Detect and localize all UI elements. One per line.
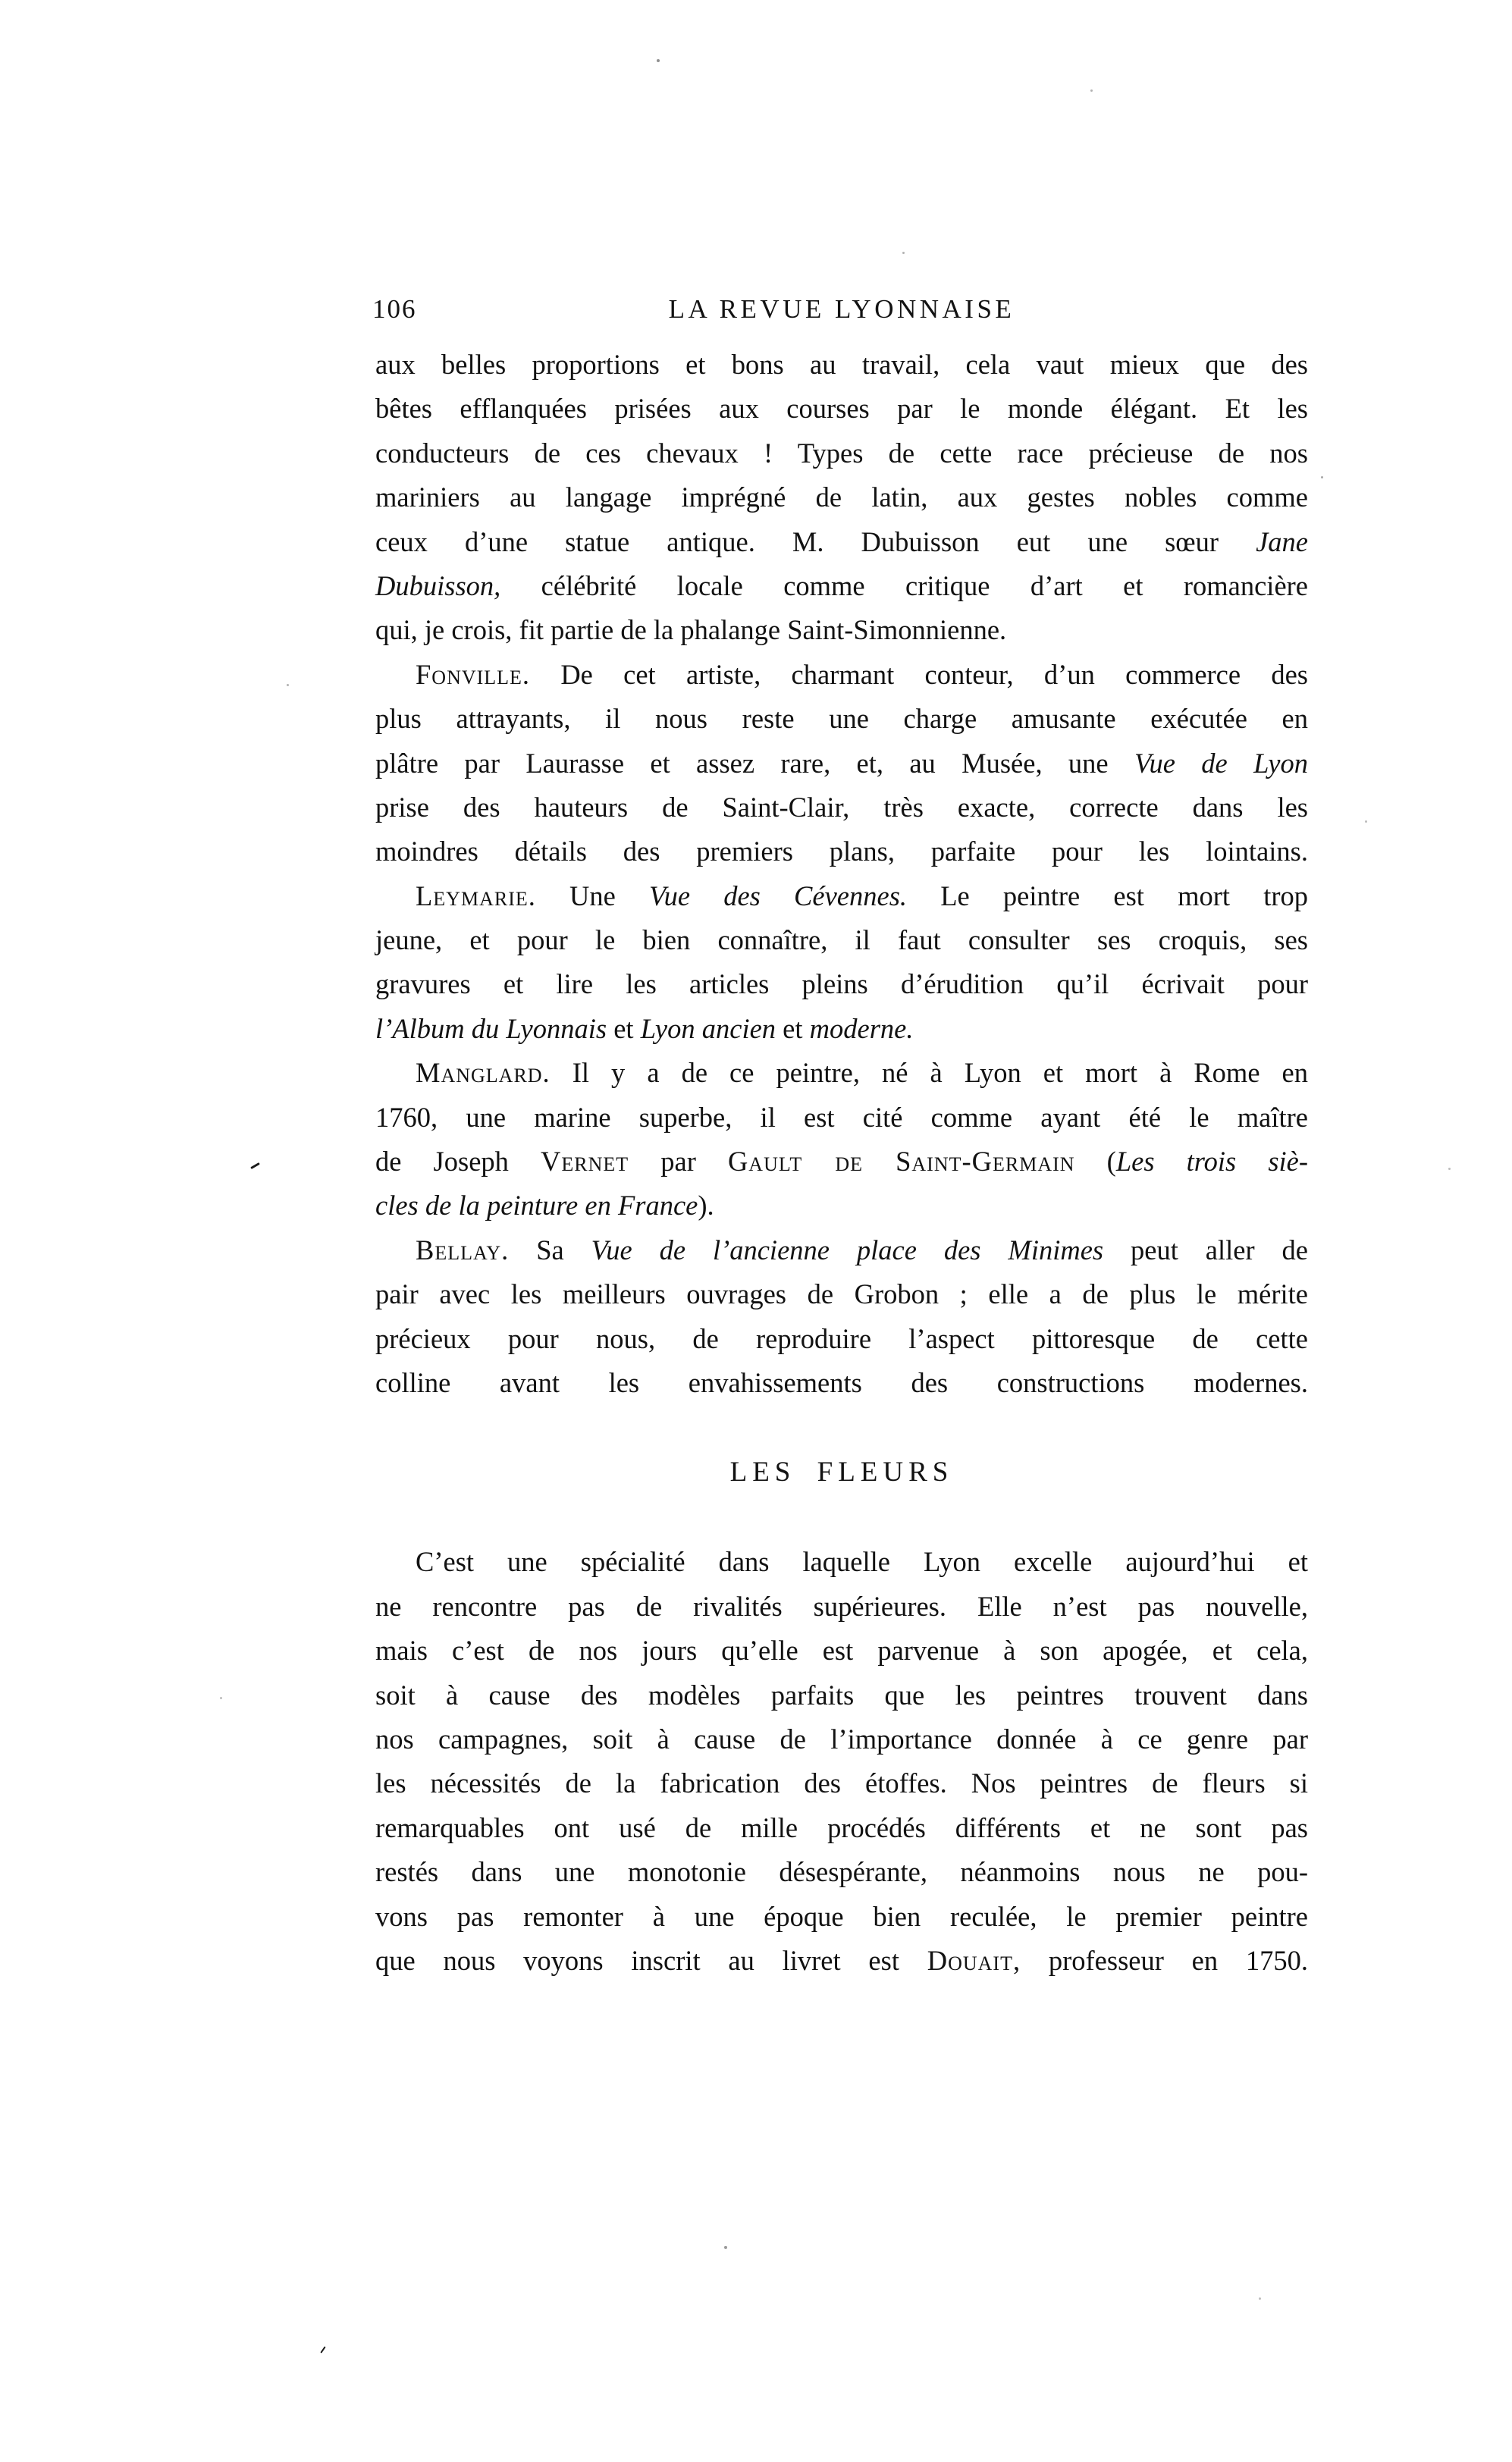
- text-column: [372, 293, 1309, 1983]
- scan-speck: [220, 1697, 222, 1699]
- scan-speck: [1090, 89, 1093, 92]
- scan-speck: [902, 252, 905, 254]
- text-line: les nécessités de la fabrication des étoffes. Nos peintres de fleurs si: [375, 1767, 1308, 1799]
- running-title: LA REVUE LYONNAISE: [668, 294, 1015, 324]
- text-line: gravures et lire les articles pleins d’érudition qu’il écrivait pour: [375, 968, 1308, 1000]
- scan-artifact: [320, 2346, 325, 2353]
- text-line: restés dans une monotonie désespérante, néanmoins nous ne pou-: [375, 1856, 1308, 1888]
- text-line: soit à cause des modèles parfaits que les peintres trouvent dans: [375, 1679, 1308, 1711]
- scan-artifact: [250, 1162, 260, 1169]
- paragraph: [375, 343, 1308, 653]
- page-body: [375, 343, 1308, 1983]
- text-line: aux belles proportions et bons au travail, cela vaut mieux que des: [375, 349, 1308, 380]
- scan-speck: [1321, 476, 1323, 478]
- text-line: précieux pour nous, de reproduire l’aspect pittoresque de cette: [375, 1322, 1308, 1354]
- text-line: plâtre par Laurasse et assez rare, et, au Musée, une Vue de Lyon: [375, 747, 1308, 779]
- text-line: mais c’est de nos jours qu’elle est parvenue à son apogée, et cela,: [375, 1635, 1308, 1667]
- text-line: Manglard. Il y a de ce peintre, né à Lyon et mort à Rome en: [416, 1057, 1308, 1089]
- section-heading: LES FLEURS: [729, 1457, 954, 1488]
- text-line: colline avant les envahissements des constructions modernes.: [375, 1366, 1308, 1398]
- text-line: remarquables ont usé de mille procédés différents et ne sont pas: [375, 1811, 1308, 1843]
- scan-speck: [1259, 2297, 1261, 2300]
- text-line: Bellay. Sa Vue de l’ancienne place des Minimes peut aller de: [416, 1234, 1308, 1265]
- page-number: 106: [372, 294, 417, 324]
- text-line: conducteurs de ces chevaux ! Types de cette race précieuse de nos: [375, 437, 1308, 469]
- text-line: Leymarie. Une Vue des Cévennes. Le peintre est mort trop: [416, 880, 1308, 911]
- text-line: 1760, une marine superbe, il est cité comme ayant été le maître: [375, 1101, 1308, 1133]
- text-line: pair avec les meilleurs ouvrages de Grobon ; elle a de plus le mérite: [375, 1278, 1308, 1310]
- text-line: ne rencontre pas de rivalités supérieures. Elle n’est pas nouvelle,: [375, 1590, 1308, 1622]
- paragraph: [375, 1540, 1308, 1983]
- text-line: qui, je crois, fit partie de la phalange Saint-Simonnienne.: [375, 614, 1007, 646]
- page-header: [372, 293, 1308, 326]
- text-line: prise des hauteurs de Saint-Clair, très exacte, correcte dans les: [375, 791, 1308, 823]
- paragraph: [375, 653, 1308, 874]
- text-line: C’est une spécialité dans laquelle Lyon excelle aujourd’hui et: [416, 1546, 1308, 1578]
- paragraph: [375, 1051, 1308, 1228]
- scan-speck: [724, 2246, 727, 2249]
- paragraph: [375, 1228, 1308, 1406]
- scan-speck: [1365, 820, 1367, 823]
- text-line: de Joseph Vernet par Gault de Saint-Germain (Les trois siè-: [375, 1146, 1309, 1178]
- text-line: vons pas remonter à une époque bien reculée, le premier peintre: [375, 1900, 1308, 1932]
- text-line: jeune, et pour le bien connaître, il faut consulter ses croquis, ses: [375, 924, 1308, 956]
- text-line: Dubuisson, célébrité locale comme critique d’art et romancière: [375, 569, 1308, 601]
- text-line: Fonville. De cet artiste, charmant conteur, d’un commerce des: [416, 658, 1308, 690]
- text-line: ceux d’une statue antique. M. Dubuisson eut une sœur Jane: [375, 525, 1308, 557]
- scan-speck: [287, 684, 289, 686]
- text-line: mariniers au langage imprégné de latin, aux gestes nobles comme: [375, 481, 1308, 513]
- scan-speck: [1448, 1168, 1451, 1170]
- text-line: bêtes efflanquées prisées aux courses par le monde élégant. Et les: [375, 393, 1308, 425]
- text-line: moindres détails des premiers plans, parfaite pour les lointains.: [375, 836, 1308, 867]
- text-line: que nous voyons inscrit au livret est Douait, professeur en 1750.: [375, 1944, 1308, 1976]
- text-line: plus attrayants, il nous reste une charge amusante exécutée en: [375, 703, 1308, 735]
- text-line: cles de la peinture en France).: [375, 1190, 714, 1222]
- paragraph: [375, 874, 1308, 1052]
- text-line: l’Album du Lyonnais et Lyon ancien et moderne.: [375, 1012, 914, 1044]
- text-line: nos campagnes, soit à cause de l’importance donnée à ce genre par: [375, 1723, 1308, 1755]
- scan-speck: [657, 59, 660, 62]
